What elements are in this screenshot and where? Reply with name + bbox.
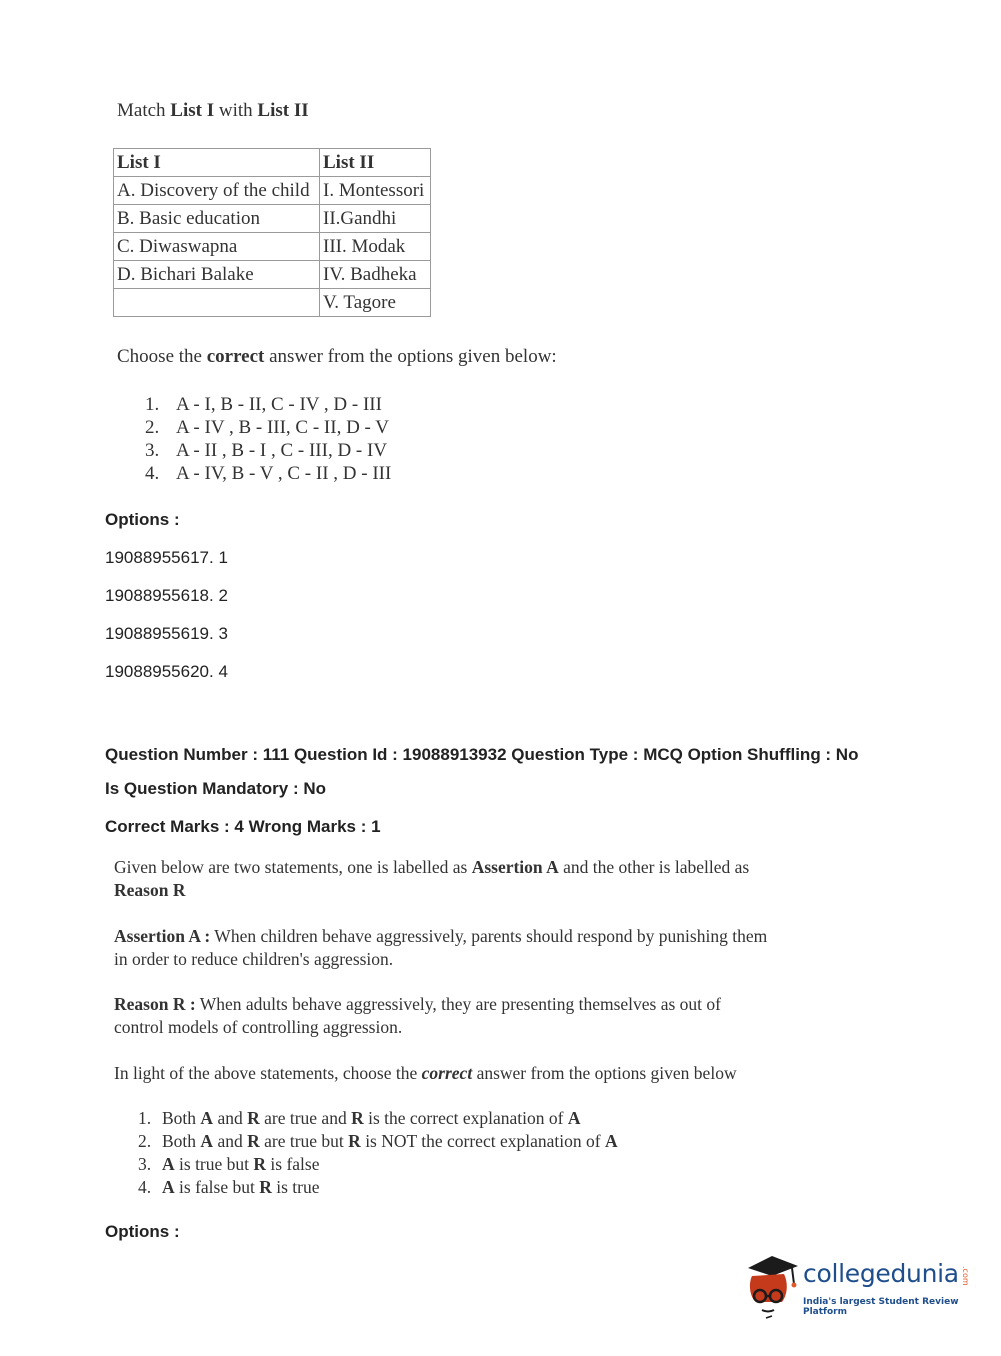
- q1-instruction: [117, 346, 557, 368]
- table-header-list2: List II: [320, 149, 431, 177]
- table-cell: I. Montessori: [320, 177, 431, 205]
- option-number: 4.: [145, 463, 160, 484]
- option-bold: A: [567, 1108, 581, 1128]
- q1-instruction-pre: Choose the: [117, 346, 207, 367]
- option-bold: R: [247, 1131, 260, 1151]
- q2-options-label: Options :: [105, 1222, 180, 1241]
- table-cell: III. Modak: [320, 233, 431, 261]
- option-number: 2.: [145, 417, 160, 438]
- option-bold: A: [200, 1131, 214, 1151]
- q1-intro-list1: List I: [170, 100, 215, 121]
- option-text: is the correct explanation of: [363, 1108, 568, 1128]
- option-text: Both: [162, 1131, 201, 1151]
- option-number: 2.: [138, 1131, 152, 1151]
- option-number: 4.: [138, 1177, 152, 1197]
- q2-assertion-label: Assertion A :: [114, 926, 211, 946]
- option-number: 3.: [145, 440, 160, 461]
- q2-assertion: [114, 925, 767, 971]
- option-text: is false but: [174, 1177, 260, 1197]
- list-item: [145, 439, 391, 462]
- table-row: [114, 233, 431, 261]
- option-number: 1.: [145, 394, 160, 415]
- q2-reason-text: When adults behave aggressively, they are presenting themselves as out of: [195, 994, 721, 1014]
- mascot-logo-icon: [742, 1250, 802, 1320]
- q2-meta-line3: Correct Marks : 4 Wrong Marks : 1: [105, 817, 381, 836]
- table-cell: IV. Badheka: [320, 261, 431, 289]
- list-item: [145, 393, 391, 416]
- option-text: Both: [162, 1108, 201, 1128]
- q1-intro-mid: with: [214, 100, 258, 121]
- q2-reason: [114, 993, 721, 1039]
- q1-intro-list2: List II: [257, 100, 309, 121]
- q1-intro: [117, 100, 309, 122]
- table-cell: C. Diwaswapna: [114, 233, 320, 261]
- option-text: is true but: [174, 1154, 254, 1174]
- q2-given-line1: [114, 856, 749, 879]
- option-bold: A: [162, 1177, 175, 1197]
- logo-tagline: India's largest Student Review Platform: [803, 1297, 959, 1317]
- list-item: [138, 1107, 618, 1130]
- q1-intro-text: Match: [117, 100, 171, 121]
- option-bold: R: [351, 1108, 364, 1128]
- table-cell: D. Bichari Balake: [114, 261, 320, 289]
- option-text: A - I, B - II, C - IV , D - III: [176, 394, 382, 415]
- q2-given-line2: [114, 879, 749, 902]
- table-header-list1: List I: [114, 149, 320, 177]
- option-text: and: [213, 1108, 248, 1128]
- q1-option-list: [145, 393, 391, 485]
- option-text: is true: [271, 1177, 320, 1197]
- option-bold: R: [259, 1177, 272, 1197]
- q2-given-pre: Given below are two statements, one is labelled as: [114, 857, 472, 877]
- option-text: are true but: [259, 1131, 349, 1151]
- list-item: [138, 1130, 618, 1153]
- q2-instruction: [114, 1062, 737, 1085]
- q2-meta-line1: Question Number : 111 Question Id : 19088913932 Question Type : MCQ Option Shuffling : No: [105, 745, 859, 764]
- option-bold: A: [162, 1154, 175, 1174]
- q1-options-label: Options :: [105, 510, 180, 529]
- option-text: A - II , B - I , C - III, D - IV: [176, 440, 388, 461]
- q1-instruction-post: answer from the options given below:: [264, 346, 557, 367]
- table-cell: V. Tagore: [320, 289, 431, 317]
- q2-assertion-line2: in order to reduce children's aggression.: [114, 949, 394, 969]
- option-id: 19088955620. 4: [105, 662, 228, 681]
- option-text: A - IV, B - V , C - II , D - III: [176, 463, 392, 484]
- table-cell: A. Discovery of the child: [114, 177, 320, 205]
- q2-given-mid: and the other is labelled as: [558, 857, 750, 877]
- logo-com: .com: [961, 1266, 970, 1286]
- q2-meta-line2: Is Question Mandatory : No: [105, 779, 327, 798]
- q2-given: [114, 856, 749, 902]
- table-header-row: [114, 149, 431, 177]
- q2-option-list: [138, 1107, 618, 1199]
- table-cell: [114, 289, 320, 317]
- option-text: and: [213, 1131, 248, 1151]
- table-cell: B. Basic education: [114, 205, 320, 233]
- q2-instruction-post: answer from the options given below: [472, 1063, 737, 1083]
- table-row: [114, 261, 431, 289]
- q2-instruction-pre: In light of the above statements, choose the: [114, 1063, 422, 1083]
- option-text: A - IV , B - III, C - II, D - V: [176, 417, 390, 438]
- table-row: [114, 205, 431, 233]
- option-text: are true and: [259, 1108, 352, 1128]
- q1-instruction-bold: correct: [206, 346, 265, 367]
- logo-wordmark: collegedunia: [803, 1259, 959, 1288]
- option-id: 19088955618. 2: [105, 586, 228, 605]
- option-text: is NOT the correct explanation of: [360, 1131, 605, 1151]
- option-bold: A: [604, 1131, 618, 1151]
- option-bold: R: [253, 1154, 267, 1174]
- option-number: 1.: [138, 1108, 152, 1128]
- option-number: 3.: [138, 1154, 152, 1174]
- q2-assertion-text: When children behave aggressively, parents should respond by punishing them: [210, 926, 768, 946]
- q2-reason-line1: [114, 993, 721, 1016]
- list-item: [145, 416, 391, 439]
- table-cell: II.Gandhi: [320, 205, 431, 233]
- option-bold: R: [247, 1108, 260, 1128]
- q2-reason-line2: control models of controlling aggression.: [114, 1017, 403, 1037]
- q2-assertion-line1: [114, 925, 767, 948]
- option-bold: A: [200, 1108, 214, 1128]
- q2-instruction-em: correct: [421, 1063, 473, 1083]
- table-row: [114, 177, 431, 205]
- q2-given-reason: Reason R: [114, 880, 186, 900]
- table-row: [114, 289, 431, 317]
- list-item: [145, 462, 391, 485]
- option-text: is false: [266, 1154, 320, 1174]
- option-id: 19088955619. 3: [105, 624, 228, 643]
- list-item: [138, 1153, 618, 1176]
- option-bold: R: [348, 1131, 361, 1151]
- list-item: [138, 1176, 618, 1199]
- q2-given-assertion: Assertion A: [471, 857, 559, 877]
- option-id: 19088955617. 1: [105, 548, 228, 567]
- match-table: [113, 148, 431, 317]
- q2-reason-label: Reason R :: [114, 994, 196, 1014]
